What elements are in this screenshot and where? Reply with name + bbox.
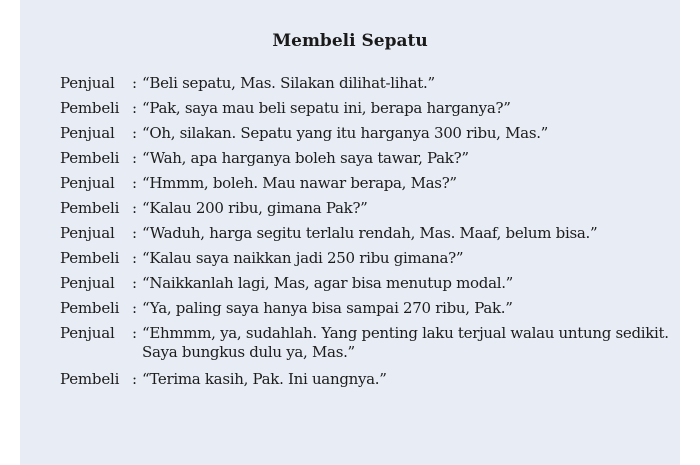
dialog-line (60, 124, 670, 143)
separator: : (132, 249, 138, 267)
dialog-line (60, 370, 670, 389)
dialog-text: “Kalau saya naikkan jadi 250 ribu gimana?” (142, 249, 464, 267)
dialog-text: “Hmmm, boleh. Mau nawar berapa, Mas?” (142, 174, 457, 192)
separator: : (132, 199, 138, 217)
speaker-label: Pembeli (60, 299, 120, 317)
dialog-line (60, 99, 670, 118)
dialog-line (60, 199, 670, 218)
speaker-label: Pembeli (60, 149, 120, 167)
speaker-label: Pembeli (60, 199, 120, 217)
dialog-text: “Ya, paling saya hanya bisa sampai 270 ribu, Pak.” (142, 299, 513, 317)
speaker-label: Pembeli (60, 370, 120, 388)
dialog-line (60, 224, 670, 243)
speaker-label: Penjual (60, 174, 115, 192)
speaker-label: Penjual (60, 224, 115, 242)
dialog-text: “Pak, saya mau beli sepatu ini, berapa harganya?” (142, 99, 511, 117)
separator: : (132, 274, 138, 292)
separator: : (132, 224, 138, 242)
dialog-text: “Kalau 200 ribu, gimana Pak?” (142, 199, 368, 217)
dialog-line (60, 249, 670, 268)
dialog-line (60, 299, 670, 318)
dialog-text: “Ehmmm, ya, sudahlah. Yang penting laku terjual walau untung sedikit. Saya bungkus dulu ya, Mas.” (142, 324, 669, 361)
dialog-list (60, 74, 670, 395)
speaker-label: Penjual (60, 274, 115, 292)
separator: : (132, 99, 138, 117)
separator: : (132, 74, 138, 92)
dialog-line (60, 74, 670, 93)
separator: : (132, 124, 138, 142)
dialog-line (60, 174, 670, 193)
page-title: Membeli Sepatu (272, 31, 428, 51)
dialog-text: “Terima kasih, Pak. Ini uangnya.” (142, 370, 387, 388)
separator: : (132, 149, 138, 167)
separator: : (132, 174, 138, 192)
separator: : (132, 299, 138, 317)
dialog-text: “Waduh, harga segitu terlalu rendah, Mas. Maaf, belum bisa.” (142, 224, 598, 242)
dialog-text: “Naikkanlah lagi, Mas, agar bisa menutup modal.” (142, 274, 514, 292)
speaker-label: Penjual (60, 324, 115, 342)
separator: : (132, 370, 138, 388)
dialog-text: “Beli sepatu, Mas. Silakan dilihat-lihat.” (142, 74, 435, 92)
speaker-label: Penjual (60, 124, 115, 142)
separator: : (132, 324, 138, 342)
dialog-text: “Oh, silakan. Sepatu yang itu harganya 300 ribu, Mas.” (142, 124, 549, 142)
dialog-text: “Wah, apa harganya boleh saya tawar, Pak?” (142, 149, 469, 167)
dialog-panel (20, 0, 680, 465)
speaker-label: Penjual (60, 74, 115, 92)
speaker-label: Pembeli (60, 249, 120, 267)
dialog-line (60, 274, 670, 293)
dialog-line (60, 149, 670, 168)
dialog-line (60, 324, 670, 362)
speaker-label: Pembeli (60, 99, 120, 117)
